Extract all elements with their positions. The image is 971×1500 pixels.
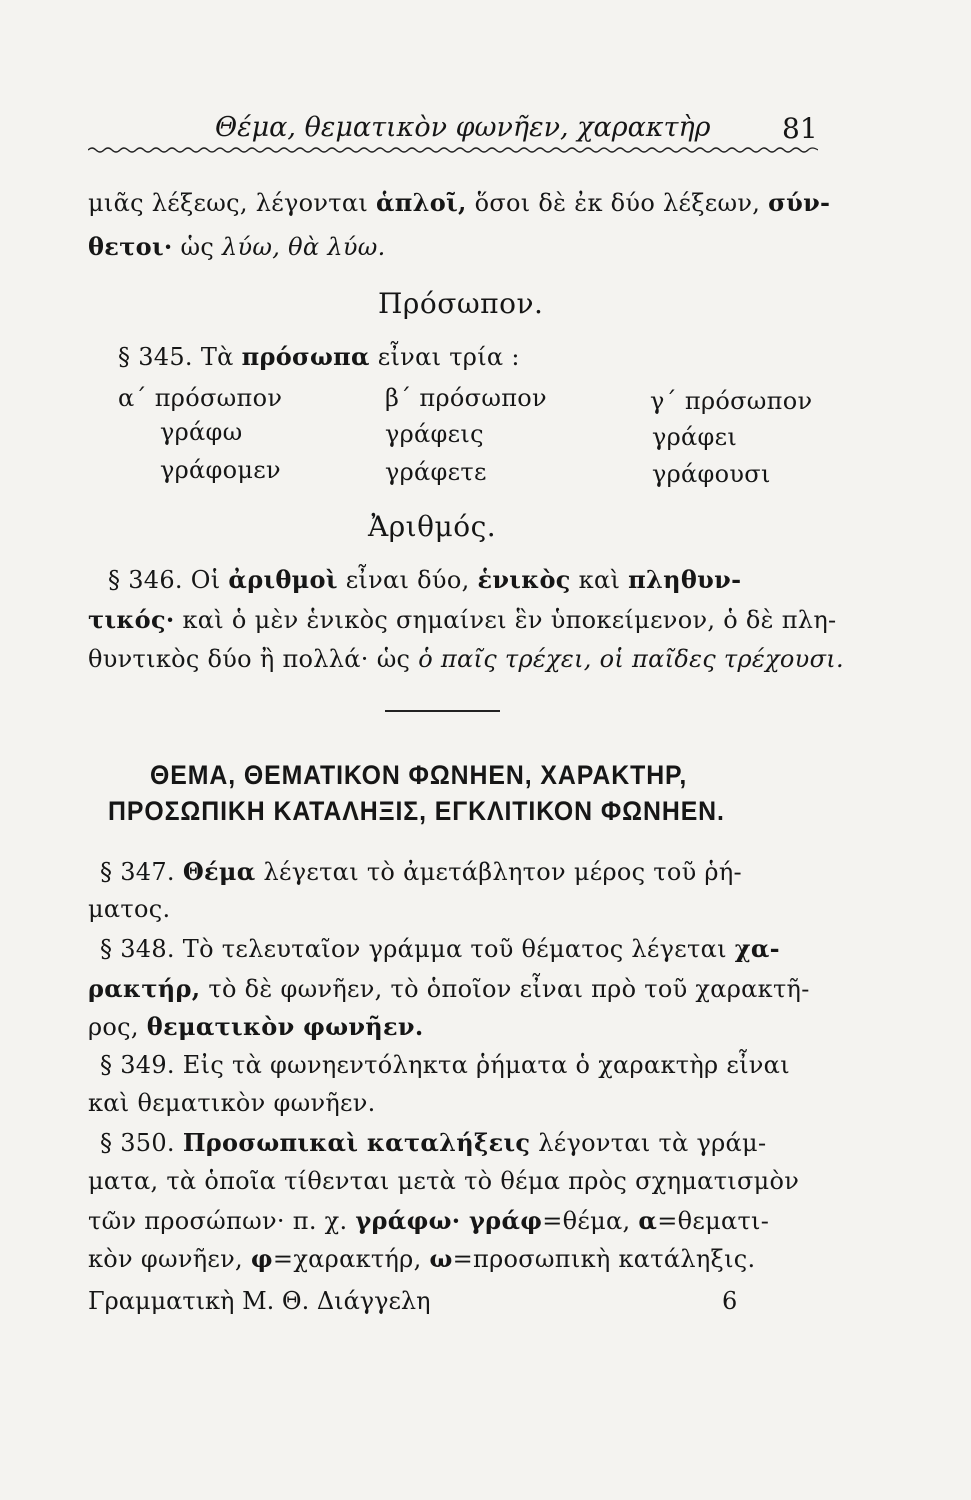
col-1-plural: γράφομεν xyxy=(160,456,281,484)
section-text: εἶναι δύο, xyxy=(345,566,470,594)
section-346-line-2 xyxy=(88,605,836,634)
example: λύω, θὰ λύω. xyxy=(222,233,386,261)
running-title: Θέμα, θεματικὸν φωνῆεν, χαρακτὴρ xyxy=(215,112,711,143)
intro-line-1 xyxy=(88,188,830,217)
term-thematiko-phoneen: θεματικὸν φωνῆεν. xyxy=(146,1012,424,1041)
section-text: κὸν φωνῆεν, xyxy=(88,1245,243,1273)
col-3-plural: γράφουσι xyxy=(652,460,771,488)
section-346-line-3 xyxy=(88,645,844,673)
section-347-line-2: ματος. xyxy=(88,895,171,923)
term-syntheta-end: θετοι· xyxy=(88,232,173,261)
section-text: Τὰ xyxy=(200,343,234,371)
section-number: § 345. xyxy=(118,343,193,371)
example-verb: γράφω· γράφ xyxy=(355,1206,543,1235)
section-heading-arithmos: Ἀριθμός. xyxy=(368,510,497,543)
term-haploi: ἁπλοῖ, xyxy=(376,188,467,217)
col-3-singular: γράφει xyxy=(652,423,738,451)
example: ὁ παῖς τρέχει, οἱ παῖδες τρέχουσι. xyxy=(418,645,844,673)
term-prosopikai-kataleksis: Προσωπικαὶ καταλήξεις xyxy=(182,1128,531,1157)
section-text: λέγονται τὰ γράμ- xyxy=(538,1129,767,1157)
section-text: ὡς xyxy=(376,645,411,673)
section-345 xyxy=(118,342,520,371)
section-text: =θέμα, xyxy=(542,1207,631,1235)
section-text: =χαρακτήρ, xyxy=(272,1245,422,1273)
example-letter-alpha: α xyxy=(638,1206,658,1235)
section-346-line-1 xyxy=(108,565,741,594)
section-350-line-4 xyxy=(88,1244,755,1273)
section-348-line-3 xyxy=(88,1012,424,1041)
term-plythyntikos-end: τικός· xyxy=(88,605,175,634)
section-text: καὶ ὁ μὲν ἑνικὸς σημαίνει ἓν ὑποκείμενον, ὁ δὲ πλη- xyxy=(182,606,837,634)
term-arithmoi: ἀριθμοὶ xyxy=(228,565,338,594)
section-350-line-2: ματα, τὰ ὁποῖα τίθενται μετὰ τὸ θέμα πρὸς σχηματισμὸν xyxy=(88,1167,800,1195)
intro-text: ὅσοι δὲ ἐκ δύο λέξεων, xyxy=(474,189,761,217)
section-349-line-1: § 349. Εἰς τὰ φωνηεντόληκτα ῥήματα ὁ χαρακτὴρ εἶναι xyxy=(100,1051,790,1079)
intro-text: ὡς xyxy=(180,233,215,261)
example-letter-phi: φ xyxy=(250,1244,273,1273)
section-heading-prosopon: Πρόσωπον. xyxy=(378,287,544,320)
section-divider xyxy=(385,710,500,712)
term-plythyntikos: πληθυν- xyxy=(628,565,742,594)
section-text: τῶν προσώπων· π. χ. xyxy=(88,1207,348,1235)
header-wavy-rule xyxy=(88,144,818,156)
chapter-heading-line-1: ΘΕΜΑ, ΘΕΜΑΤΙΚΟΝ ΦΩΝΗΕΝ, ΧΑΡΑΚΤΗΡ, xyxy=(150,760,688,790)
section-347-line-1 xyxy=(100,857,742,886)
term-prosopa: πρόσωπα xyxy=(241,342,370,371)
page-number: 81 xyxy=(782,112,818,145)
section-text: θυντικὸς δύο ἢ πολλά· xyxy=(88,645,369,673)
section-text: λέγεται τὸ ἀμετάβλητον μέρος τοῦ ῥή- xyxy=(263,858,742,886)
chapter-heading-line-2: ΠΡΟΣΩΠΙΚΗ ΚΑΤΑΛΗΞΙΣ, ΕΓΚΛΙΤΙΚΟΝ ΦΩΝΗΕΝ. xyxy=(108,796,725,826)
section-number: § 347. xyxy=(100,858,175,886)
section-text: καὶ xyxy=(578,566,621,594)
intro-text: μιᾶς λέξεως, λέγονται xyxy=(88,189,369,217)
section-text: § 348. Τὸ τελευταῖον γράμμα τοῦ θέματος λέγεται xyxy=(100,935,727,963)
section-348-line-1 xyxy=(100,934,780,963)
term-enikos: ἑνικὸς xyxy=(477,565,571,594)
term-charakter-end: ρακτήρ, xyxy=(88,974,201,1003)
footer-signature: Γραμματικὴ Μ. Θ. Διάγγελη xyxy=(88,1287,431,1315)
section-348-line-2 xyxy=(88,974,810,1003)
section-number: § 350. xyxy=(100,1129,175,1157)
section-text: § 346. Οἱ xyxy=(108,566,221,594)
footer-sheet-number: 6 xyxy=(722,1287,738,1315)
term-syntheta: σύν- xyxy=(768,188,831,217)
col-2-singular: γράφεις xyxy=(385,420,484,448)
col-2-head: β΄ πρόσωπον xyxy=(385,384,547,412)
col-2-plural: γράφετε xyxy=(385,458,487,486)
section-text: =προσωπικὴ κατάληξις. xyxy=(452,1245,756,1273)
col-1-singular: γράφω xyxy=(160,418,243,446)
intro-line-2 xyxy=(88,232,386,261)
section-350-line-1 xyxy=(100,1128,766,1157)
example-letter-omega: ω xyxy=(429,1244,453,1273)
term-thema: Θέμα xyxy=(182,857,256,886)
term-charakter: χα- xyxy=(734,934,780,963)
col-1-head: α΄ πρόσωπον xyxy=(118,384,283,412)
section-text: τὸ δὲ φωνῆεν, τὸ ὁποῖον εἶναι πρὸ τοῦ χαρακτῆ- xyxy=(208,975,810,1003)
section-349-line-2: καὶ θεματικὸν φωνῆεν. xyxy=(88,1089,376,1117)
section-text: εἶναι τρία : xyxy=(377,343,520,371)
section-350-line-3 xyxy=(88,1206,769,1235)
col-3-head: γ΄ πρόσωπον xyxy=(650,387,813,415)
section-text: =θεματι- xyxy=(657,1207,770,1235)
section-text: ρος, xyxy=(88,1013,139,1041)
